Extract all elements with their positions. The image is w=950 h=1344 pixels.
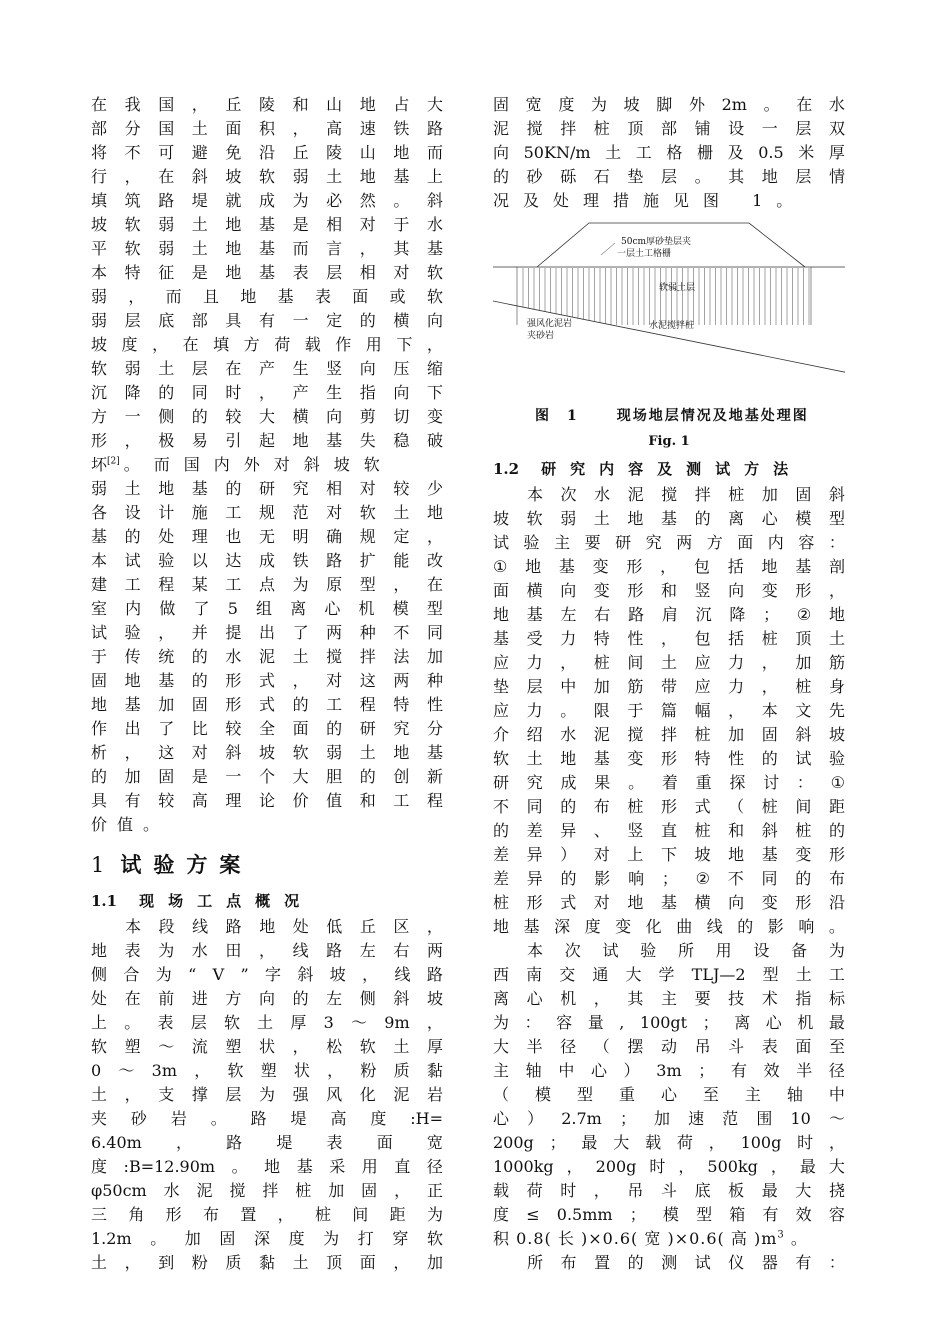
text-line: 1.2m 。 加 固 深 度 为 打 穿 软 bbox=[91, 1229, 443, 1248]
text-line: （ 模 型 重 心 至 主 轴 中 bbox=[493, 1085, 845, 1104]
text-line: 的 加 固 是 一 个 大 胆 的 创 新 bbox=[91, 767, 443, 786]
text-line: 沉 降 的 同 时 ， 产 生 指 向 下 bbox=[91, 383, 443, 402]
text-line: 所 布 置 的 测 试 仪 器 有 ： bbox=[527, 1253, 845, 1272]
text-line: ① 地 基 变 形 ， 包 括 地 基 剖 bbox=[493, 557, 845, 576]
caption-fig-word: 图 bbox=[535, 408, 553, 424]
caption-number: 1 bbox=[567, 408, 577, 424]
text-line: 0 ～ 3m ， 软 塑 状 ， 粉 质 黏 bbox=[91, 1061, 443, 1080]
text-line-with-citation bbox=[91, 453, 443, 477]
text-fragment: 。 bbox=[784, 1229, 808, 1248]
text-line: 离 心 机 ， 其 主 要 技 术 指 标 bbox=[493, 989, 845, 1008]
text-line: 1000kg ， 200g 时 ， 500kg ， 最 大 bbox=[493, 1157, 845, 1176]
pile-lines bbox=[523, 268, 809, 325]
text-fragment: 坏 bbox=[91, 455, 108, 474]
text-line: 析 ， 这 对 斜 坡 软 弱 土 地 基 bbox=[91, 743, 443, 762]
text-fragment: 。而国内外对斜坡软 bbox=[123, 455, 394, 474]
text-line: 地 基 左 右 路 肩 沉 降 ； ② 地 bbox=[493, 605, 845, 624]
text-line: 研 究 成 果 。 着 重 探 讨 ： ① bbox=[493, 773, 845, 792]
text-line: 地 基 深 度 变 化 曲 线 的 影 响 。 bbox=[493, 917, 845, 936]
text-line: 差 异 ） 对 上 下 坡 地 基 变 形 bbox=[493, 845, 845, 864]
text-line: 软 弱 土 层 在 产 生 竖 向 压 缩 bbox=[91, 359, 443, 378]
right-column bbox=[493, 93, 845, 1275]
text-line: 应 力 ， 桩 间 土 应 力 ， 加 筋 bbox=[493, 653, 845, 672]
text-line: 本 次 水 泥 搅 拌 桩 加 固 斜 bbox=[527, 485, 845, 504]
left-column bbox=[91, 93, 443, 1275]
text-line: 坡 度 ， 在 填 方 荷 载 作 用 下 ， bbox=[91, 335, 443, 354]
text-line: 室 内 做 了 5 组 离 心 机 模 型 bbox=[91, 599, 443, 618]
text-line: 将 不 可 避 免 沿 丘 陵 山 地 而 bbox=[91, 143, 443, 162]
text-line: 弱 土 地 基 的 研 究 相 对 较 少 bbox=[91, 479, 443, 498]
text-line: 向 50KN/m 土 工 格 栅 及 0.5 米 厚 bbox=[493, 143, 845, 162]
text-line: 部 分 国 土 面 积 ， 高 速 铁 路 bbox=[91, 119, 443, 138]
section-number: 1 bbox=[91, 853, 105, 877]
text-line: 介 绍 水 泥 搅 拌 桩 加 固 斜 坡 bbox=[493, 725, 845, 744]
subsection-number: 1.1 bbox=[91, 892, 118, 910]
text-line: 具 有 较 高 理 论 价 值 和 工 程 bbox=[91, 791, 443, 810]
text-line: 在 我 国 ， 丘 陵 和 山 地 占 大 bbox=[91, 95, 443, 114]
text-line: 试 验 主 要 研 究 两 方 面 内 容 ： bbox=[493, 533, 845, 552]
label-geogrid: 一层土工格栅 bbox=[617, 249, 672, 259]
text-line: 坡 软 弱 土 地 基 的 离 心 模 型 bbox=[493, 509, 845, 528]
text-line: 形 ， 极 易 引 起 地 基 失 稳 破 bbox=[91, 431, 443, 450]
text-line: 泥 搅 拌 桩 顶 部 铺 设 一 层 双 bbox=[493, 119, 845, 138]
section-heading bbox=[91, 843, 443, 887]
text-line: 的 差 异 、 竖 直 桩 和 斜 桩 的 bbox=[493, 821, 845, 840]
subsection-title: 研究内容及测试方法 bbox=[541, 460, 803, 478]
text-line: 本 试 验 以 达 成 铁 路 扩 能 改 bbox=[91, 551, 443, 570]
text-line: 不 同 的 布 桩 形 式 （ 桩 间 距 bbox=[493, 797, 845, 816]
text-line: 地 基 加 固 形 式 的 工 程 特 性 bbox=[91, 695, 443, 714]
text-line: 6.40m ， 路 堤 表 面 宽 bbox=[91, 1133, 443, 1152]
text-line: 土 ， 到 粉 质 黏 土 顶 面 ， 加 bbox=[91, 1253, 443, 1272]
text-line: 地 表 为 水 田 ， 线 路 左 右 两 bbox=[91, 941, 443, 960]
text-line-short: 况及处理措施见图 1。 bbox=[493, 191, 807, 210]
text-line: 度 :B=12.90m 。 地 基 采 用 直 径 bbox=[91, 1157, 443, 1176]
text-line: 三 角 形 布 置 ， 桩 间 距 为 bbox=[91, 1205, 443, 1224]
text-line: 固 地 基 的 形 式 ， 对 这 两 种 bbox=[91, 671, 443, 690]
text-line: 试 验 ， 并 提 出 了 两 种 不 同 bbox=[91, 623, 443, 642]
subsection-number: 1.2 bbox=[493, 460, 520, 478]
text-line: 垫 层 中 加 筋 带 应 力 ， 桩 身 bbox=[493, 677, 845, 696]
text-line: 本 次 试 验 所 用 设 备 为 bbox=[527, 941, 845, 960]
text-line: 度 ≤ 0.5mm ； 模 型 箱 有 效 容 bbox=[493, 1205, 845, 1224]
label-sandstone: 夹砂岩 bbox=[527, 331, 555, 341]
superscript: 3 bbox=[777, 1229, 785, 1241]
text-line: 侧 合 为 “ V ” 字 斜 坡 ， 线 路 bbox=[91, 965, 443, 984]
text-line: 填 筑 路 堤 就 成 为 必 然 。 斜 bbox=[91, 191, 443, 210]
text-line: 弱 ， 而 且 地 基 表 面 或 软 bbox=[91, 287, 443, 306]
label-sand-cushion: 50cm厚砂垫层夹 bbox=[621, 237, 692, 247]
text-line: 本 段 线 路 地 处 低 丘 区 ， bbox=[125, 917, 443, 936]
text-line-volume bbox=[493, 1227, 845, 1251]
text-line: 各 设 计 施 工 规 范 对 软 土 地 bbox=[91, 503, 443, 522]
text-line: 方 一 侧 的 较 大 横 向 剪 切 变 bbox=[91, 407, 443, 426]
label-weathered-mudstone: 强风化泥岩 bbox=[527, 319, 573, 329]
text-line: 的 砂 砾 石 垫 层 。 其 地 层 情 bbox=[493, 167, 845, 186]
text-line: 为 ： 容 量 , 100gt ； 离 心 机 最 bbox=[493, 1013, 845, 1032]
text-line: 软 土 地 基 变 形 特 性 的 试 验 bbox=[493, 749, 845, 768]
text-line: φ50cm 水 泥 搅 拌 桩 加 固 ， 正 bbox=[91, 1181, 443, 1200]
label-soft-soil: 软弱土层 bbox=[659, 283, 696, 293]
text-line: 心 ） 2.7m ； 加 速 范 围 10 ～ bbox=[493, 1109, 845, 1128]
text-line: 本 特 征 是 地 基 表 层 相 对 软 bbox=[91, 263, 443, 282]
text-line: 面 横 向 变 形 和 竖 向 变 形 ， bbox=[493, 581, 845, 600]
text-line: 载 荷 时 ， 吊 斗 底 板 最 大 挠 bbox=[493, 1181, 845, 1200]
figure-geology-diagram bbox=[493, 213, 845, 403]
section-title: 试验方案 bbox=[120, 852, 253, 877]
text-line: 处 在 前 进 方 向 的 左 侧 斜 坡 bbox=[91, 989, 443, 1008]
text-line: 建 工 程 某 工 点 为 原 型 ， 在 bbox=[91, 575, 443, 594]
text-line: 行 ， 在 斜 坡 软 弱 土 地 基 上 bbox=[91, 167, 443, 186]
text-line: 差 异 的 影 响 ； ② 不 同 的 布 bbox=[493, 869, 845, 888]
subsection-heading bbox=[91, 887, 443, 915]
subsection-heading bbox=[493, 455, 845, 483]
label-cement-pile: 水泥搅拌桩 bbox=[649, 321, 695, 331]
text-line: 土 ， 支 撑 层 为 强 风 化 泥 岩 bbox=[91, 1085, 443, 1104]
text-line: 坡 软 弱 土 地 基 是 相 对 于 水 bbox=[91, 215, 443, 234]
text-line: 应 力 。 限 于 篇 幅 ， 本 文 先 bbox=[493, 701, 845, 720]
text-line: 主 轴 中 心 ） 3m ； 有 效 半 径 bbox=[493, 1061, 845, 1080]
text-line: 桩 形 式 对 地 基 横 向 变 形 沿 bbox=[493, 893, 845, 912]
subsection-title: 现场工点概况 bbox=[139, 892, 314, 910]
text-line: 上 。 表 层 软 土 厚 3 ～ 9m ， bbox=[91, 1013, 443, 1032]
text-line: 基 受 力 特 性 ， 包 括 桩 顶 土 bbox=[493, 629, 845, 648]
text-line: 200g ； 最 大 载 荷 ， 100g 时 ， bbox=[493, 1133, 845, 1152]
text-line: 固 宽 度 为 坡 脚 外 2m 。 在 水 bbox=[493, 95, 845, 114]
citation-ref: [2] bbox=[107, 456, 120, 467]
leader-line bbox=[601, 243, 615, 255]
figure-caption bbox=[493, 403, 845, 429]
text-line: 作 出 了 比 较 全 面 的 研 究 分 bbox=[91, 719, 443, 738]
text-line: 夹 砂 岩 。 路 堤 高 度 :H= bbox=[91, 1109, 443, 1128]
caption-title: 现场地层情况及地基处理图 bbox=[616, 408, 809, 424]
text-line-short: 价值。 bbox=[91, 815, 170, 834]
text-line: 基 的 处 理 也 无 明 确 规 定 ， bbox=[91, 527, 443, 546]
text-line: 软 塑 ～ 流 塑 状 ， 松 软 土 厚 bbox=[91, 1037, 443, 1056]
text-fragment: 积 0.8( 长 )×0.6( 宽 )×0.6( 高 )m bbox=[493, 1229, 778, 1248]
text-line: 大 半 径 （ 摆 动 吊 斗 表 面 至 bbox=[493, 1037, 845, 1056]
text-line: 西 南 交 通 大 学 TLJ—2 型 土 工 bbox=[493, 965, 845, 984]
text-line: 于 传 统 的 水 泥 土 搅 拌 法 加 bbox=[91, 647, 443, 666]
text-line: 平 软 弱 土 地 基 而 言 ， 其 基 bbox=[91, 239, 443, 258]
figure-caption-en: Fig. 1 bbox=[648, 434, 690, 449]
text-line: 弱 层 底 部 具 有 一 定 的 横 向 bbox=[91, 311, 443, 330]
